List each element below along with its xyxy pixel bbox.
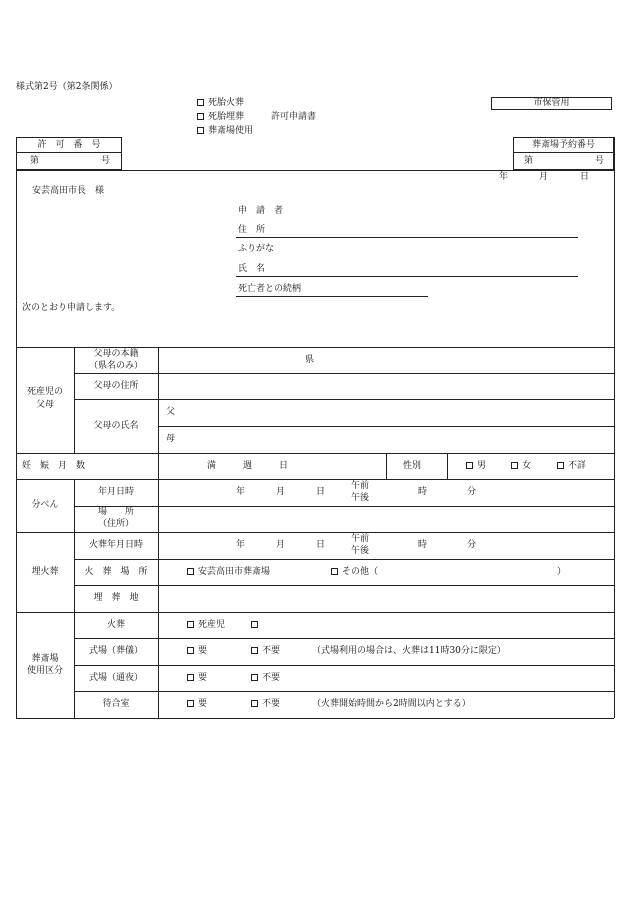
sex-female[interactable]: 女 <box>511 462 531 471</box>
checkbox-icon[interactable] <box>251 674 258 681</box>
sex-label: 性別 <box>403 461 422 471</box>
tsuya-need-option[interactable]: 要 <box>187 674 207 683</box>
checkbox-icon[interactable] <box>251 700 258 707</box>
sex-unknown[interactable]: 不詳 <box>557 462 586 471</box>
checkbox-icon[interactable] <box>251 621 258 628</box>
birth-minute: 分 <box>467 487 477 497</box>
date-day: 日 <box>580 172 590 182</box>
parents-honseki-label: 父母の本籍 <box>93 349 139 359</box>
sougi-noneed-option[interactable]: 不要 <box>251 647 280 656</box>
sex-male[interactable]: 男 <box>466 462 486 471</box>
burial-place-label: 埋 葬 地 <box>93 593 139 603</box>
cremation-hour: 時 <box>418 540 428 550</box>
option-stillbirth-cremation[interactable]: 死胎火葬 <box>197 99 244 108</box>
form-title: 許可申請書 <box>271 112 317 122</box>
parents-ken: 県 <box>305 355 315 365</box>
cremation-section-label: 埋火葬 <box>31 567 59 577</box>
applicant-relation-line[interactable] <box>236 296 428 297</box>
birth-day: 日 <box>316 487 326 497</box>
cremation-month: 月 <box>276 540 286 550</box>
cremation-place-other[interactable]: その他（ <box>331 568 378 577</box>
birth-datetime-label: 年月日時 <box>97 487 134 497</box>
sougi-note: （式場利用の場合は、火葬は11時30分に限定） <box>312 646 506 656</box>
office-use-label: 市保管用 <box>533 98 570 108</box>
machiai-need-option[interactable]: 要 <box>187 700 207 709</box>
mother-label: 母 <box>166 434 176 444</box>
checkbox-icon[interactable] <box>511 462 518 469</box>
applicant-address-label: 住 所 <box>238 225 266 235</box>
checkbox-icon[interactable] <box>187 700 194 707</box>
checkbox-icon[interactable] <box>187 647 194 654</box>
permit-number-label: 許 可 番 号 <box>37 140 101 150</box>
cremation-am: 午前 <box>351 534 370 544</box>
cremation-place-label: 火 葬 場 所 <box>84 567 148 577</box>
tsuya-noneed-option[interactable]: 不要 <box>251 674 280 683</box>
date-year: 年 <box>499 172 509 182</box>
request-text: 次のとおり申請します。 <box>22 303 121 313</box>
parents-names-label: 父母の氏名 <box>93 421 139 431</box>
applicant-address-line[interactable] <box>236 237 578 238</box>
parents-honseki-sub: （県名のみ） <box>88 361 143 371</box>
birth-place-label: 場 所 <box>97 507 134 517</box>
birth-am: 午前 <box>351 481 370 491</box>
applicant-name-line[interactable] <box>236 276 578 277</box>
birth-year: 年 <box>236 487 246 497</box>
facility-tsuya-label: 式場（通夜） <box>88 673 143 683</box>
birth-hour: 時 <box>418 487 428 497</box>
facility-section-label-2: 使用区分 <box>26 666 63 676</box>
cremation-year: 年 <box>236 540 246 550</box>
facility-section-label-1: 葬斎場 <box>31 654 59 664</box>
cremation-day: 日 <box>316 540 326 550</box>
parents-section-label-2: 父母 <box>35 400 54 410</box>
machiai-note: （火葬開始時間から2時間以内とする） <box>312 699 471 709</box>
kasou-blank-option[interactable] <box>251 621 262 630</box>
reservation-go: 号 <box>595 156 605 166</box>
checkbox-icon[interactable] <box>187 674 194 681</box>
cremation-place-akitakata[interactable]: 安芸高田市葬斎場 <box>187 568 270 577</box>
option-stillbirth-burial[interactable]: 死胎埋葬 <box>197 113 244 122</box>
cremation-datetime-label: 火葬年月日時 <box>88 540 143 550</box>
facility-kasou-label: 火葬 <box>106 620 125 630</box>
checkbox-icon[interactable] <box>197 99 204 106</box>
parents-section-label-1: 死産児の <box>26 387 63 397</box>
checkbox-icon[interactable] <box>331 568 338 575</box>
pregnancy-label: 妊 娠 月 数 <box>22 461 86 471</box>
birth-month: 月 <box>276 487 286 497</box>
parents-address-label: 父母の住所 <box>93 381 139 391</box>
applicant-name-label: 氏 名 <box>238 264 266 274</box>
checkbox-icon[interactable] <box>557 462 564 469</box>
option-funeral-hall-use[interactable]: 葬斎場使用 <box>197 127 253 136</box>
applicant-relation-label: 死亡者との続柄 <box>238 284 302 294</box>
birth-place-sub: （住所） <box>97 519 134 529</box>
facility-machiai-label: 待合室 <box>102 699 130 709</box>
cremation-pm: 午後 <box>351 546 370 556</box>
reservation-number-label: 葬斎場予約番号 <box>531 140 595 150</box>
birth-section-label: 分べん <box>31 500 59 510</box>
birth-pm: 午後 <box>351 493 370 503</box>
date-month: 月 <box>539 172 549 182</box>
checkbox-icon[interactable] <box>187 621 194 628</box>
checkbox-icon[interactable] <box>251 647 258 654</box>
checkbox-icon[interactable] <box>187 568 194 575</box>
sougi-need-option[interactable]: 要 <box>187 647 207 656</box>
facility-sougi-label: 式場（葬儀） <box>88 646 143 656</box>
checkbox-icon[interactable] <box>197 127 204 134</box>
form-number: 様式第2号（第2条関係） <box>16 82 118 92</box>
cremation-minute: 分 <box>467 540 477 550</box>
kasou-stillborn-option[interactable]: 死産児 <box>187 621 225 630</box>
permit-dai: 第 <box>30 156 40 166</box>
father-label: 父 <box>166 407 176 417</box>
pregnancy-weeks-days: 満 週 日 <box>207 461 289 471</box>
checkbox-icon[interactable] <box>466 462 473 469</box>
reservation-dai: 第 <box>524 156 534 166</box>
permit-go: 号 <box>101 156 111 166</box>
applicant-furigana-label: ふりがな <box>238 244 275 254</box>
addressee: 安芸高田市長 様 <box>32 186 105 196</box>
checkbox-icon[interactable] <box>197 113 204 120</box>
applicant-heading: 申 請 者 <box>238 206 284 216</box>
cremation-place-close: ） <box>557 567 567 577</box>
machiai-noneed-option[interactable]: 不要 <box>251 700 280 709</box>
